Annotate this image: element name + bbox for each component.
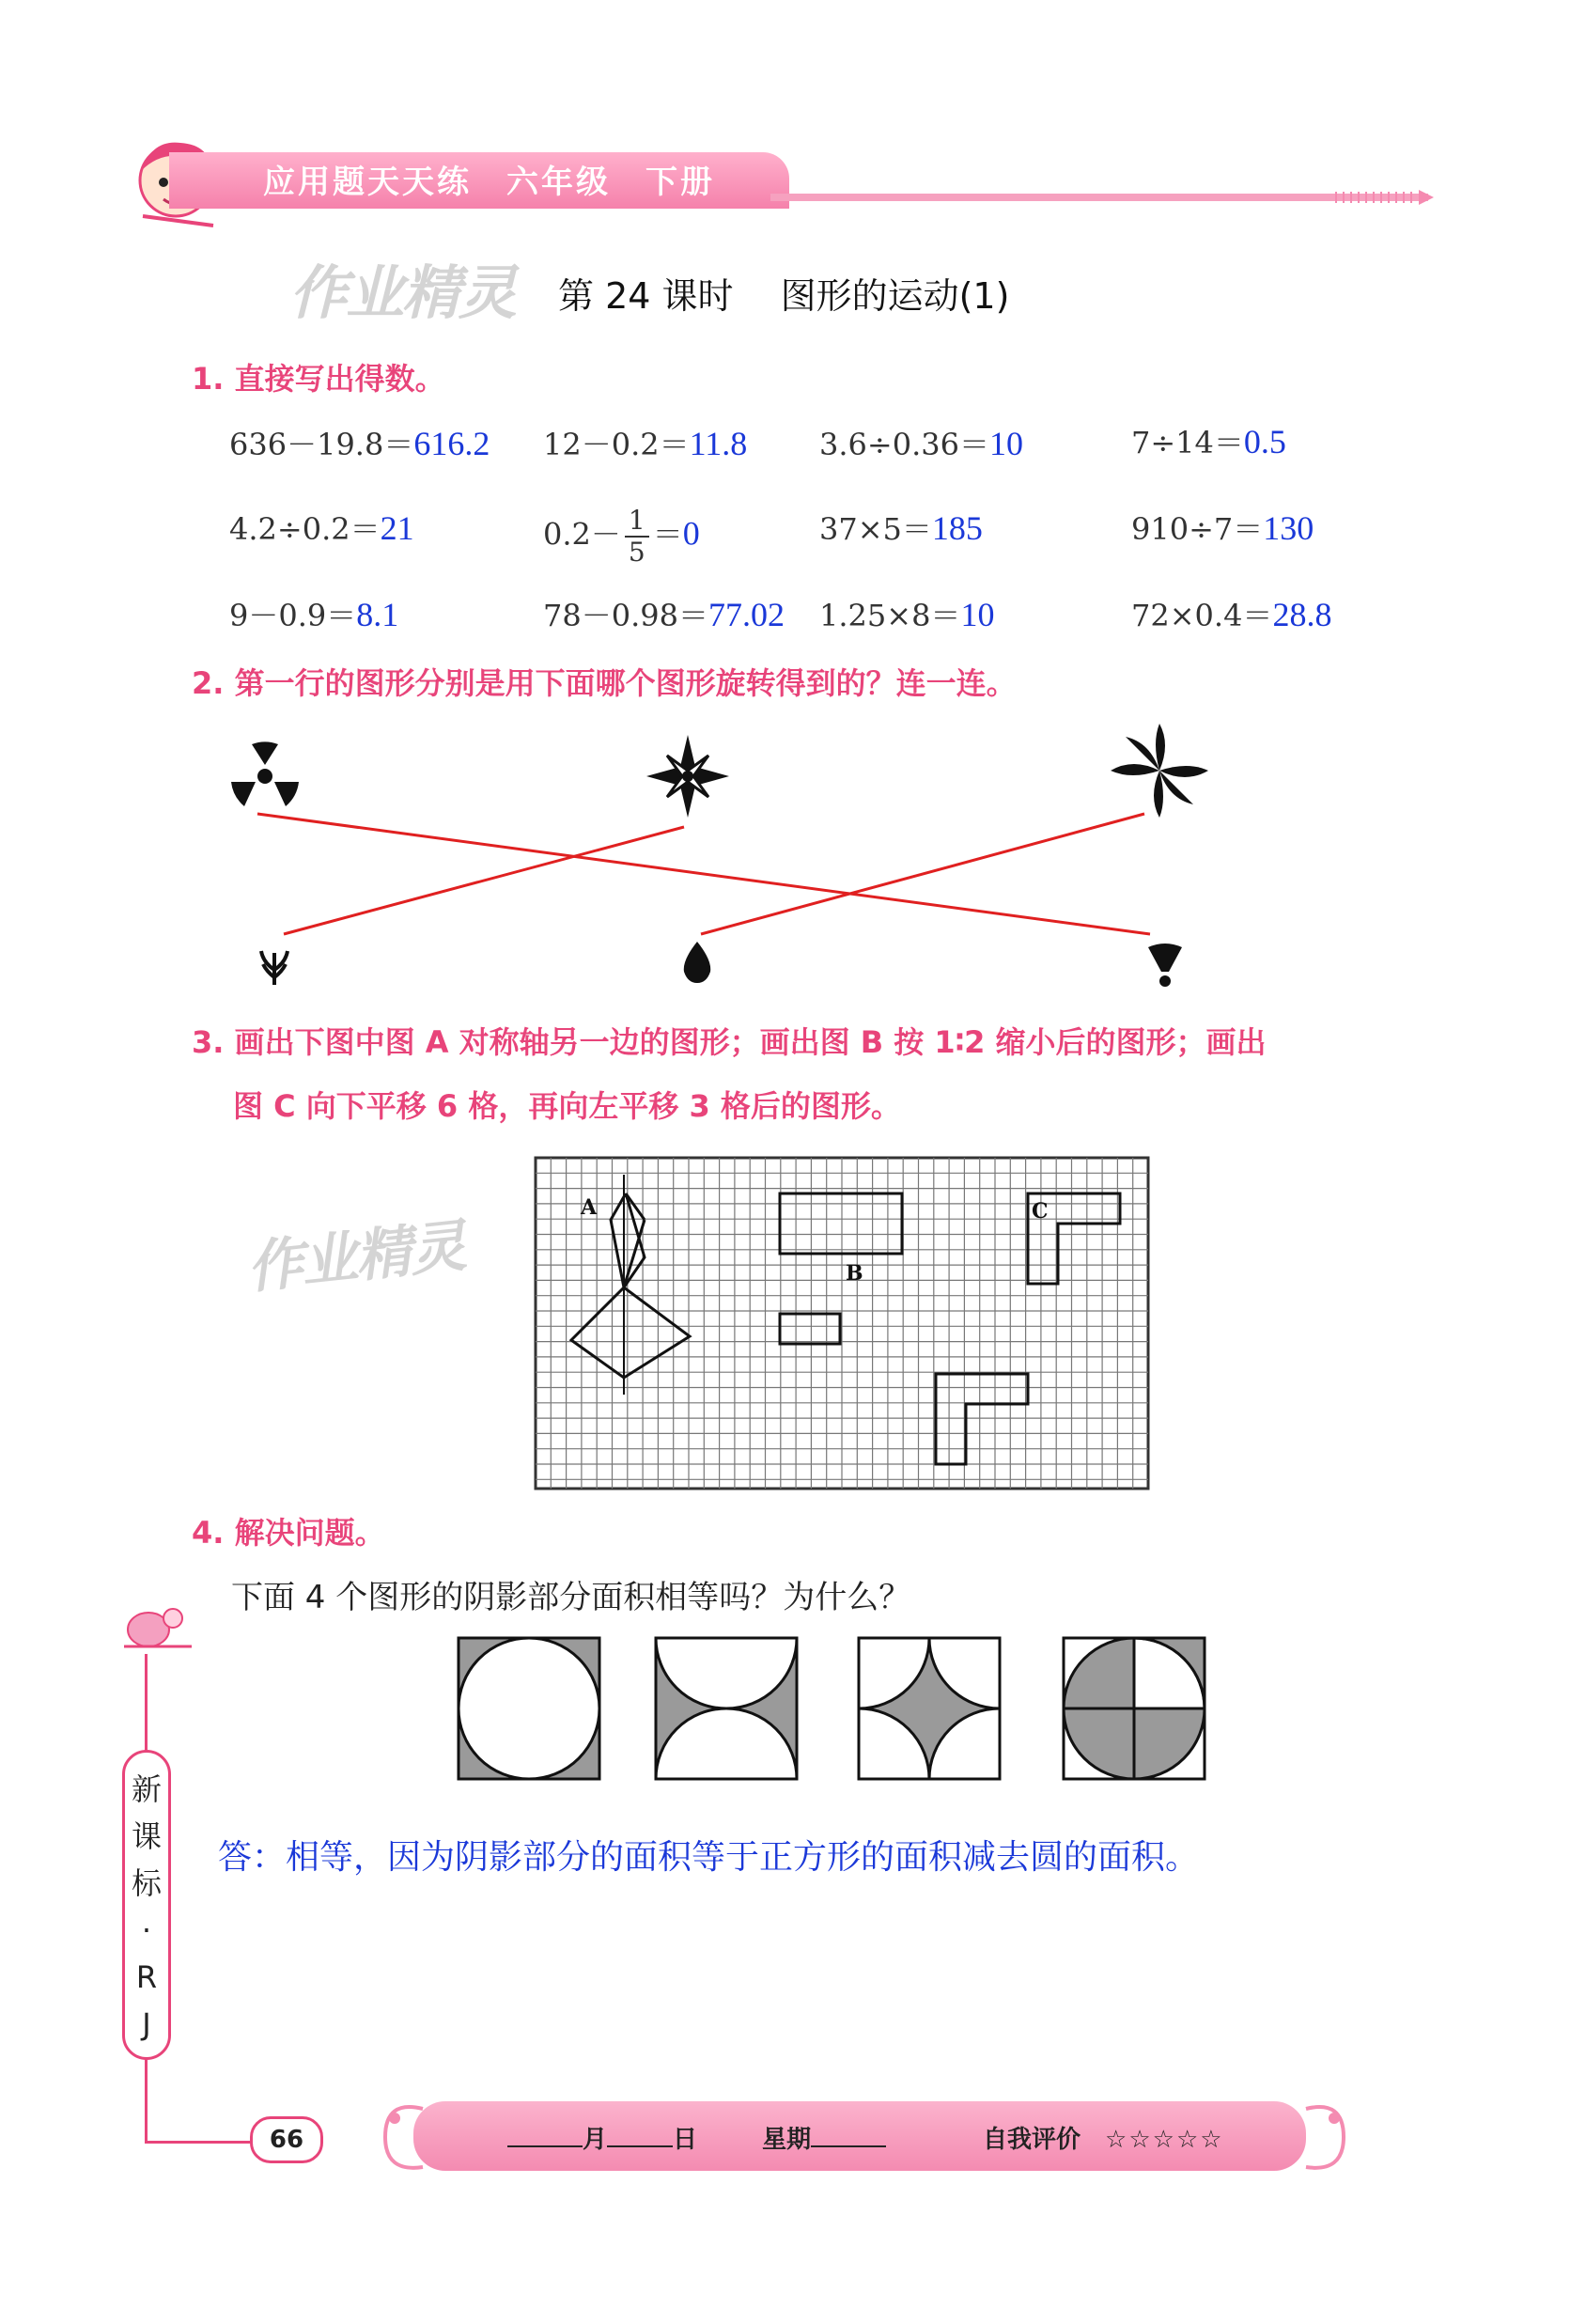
- figure-inscribed-circle: [459, 1638, 599, 1779]
- footer-self-eval: [983, 2120, 1224, 2155]
- q1-answer: 11.8: [689, 425, 748, 462]
- q1-item: 636－19.8＝616.2: [229, 425, 490, 462]
- self-eval-label: 自我评价: [983, 2126, 1081, 2154]
- footer-weekday: 星期: [762, 2126, 812, 2154]
- footer-date: [507, 2120, 886, 2155]
- figure-half-circles: [656, 1638, 797, 1779]
- q1-answer: 10: [960, 596, 995, 633]
- q1-item: 78－0.98＝77.02: [543, 596, 785, 633]
- q1-answer: 21: [380, 509, 414, 547]
- drop-shape-icon: [684, 942, 710, 983]
- label-c: C: [1032, 1199, 1049, 1224]
- q4-figures: [451, 1633, 1221, 1784]
- q1-answer: 77.02: [707, 596, 785, 633]
- fraction: $\frac{1}{5}$: [625, 506, 649, 568]
- q3-line2: 图 C 向下平移 6 格，再向左平移 3 格后的图形。: [233, 1088, 901, 1124]
- footer-month: 月: [583, 2126, 608, 2154]
- radiation-shape-icon: [231, 741, 299, 806]
- figure-mixed-quarters: [1064, 1638, 1205, 1779]
- footer-flourish-right-icon: [1297, 2090, 1362, 2188]
- q1-answer: 0.5: [1243, 423, 1286, 460]
- q2-heading: 2. 第一行的图形分别是用下面哪个图形旋转得到的？连一连。: [192, 665, 1017, 701]
- q1-item: 1.25×8＝10: [819, 596, 995, 633]
- watermark-top: 作业精灵: [289, 258, 516, 327]
- q2-rotation-figure: [0, 0, 1586, 1034]
- watermark-mid: 作业精灵: [243, 1213, 468, 1302]
- ornate-star-icon: [646, 735, 729, 818]
- q1-answer: 0: [682, 514, 700, 553]
- footer-flourish-left-icon: [366, 2090, 432, 2188]
- answer-lines: [257, 814, 1150, 934]
- q1-item: 3.6÷0.36＝10: [819, 425, 1023, 462]
- figure-quarter-circles: [859, 1638, 1000, 1779]
- header-title: 应用题天天练 六年级 下册: [263, 164, 715, 201]
- q1-answer: 616.2: [413, 425, 490, 462]
- q4-question: 下面 4 个图形的阴影部分面积相等吗？为什么？: [231, 1579, 911, 1616]
- q1-item: 9－0.9＝8.1: [229, 596, 399, 633]
- fan-shape-icon: [1148, 944, 1182, 987]
- q3-grid-figure: [534, 1156, 1150, 1490]
- side-bottom-line: [145, 2141, 257, 2144]
- label-a: A: [581, 1195, 598, 1220]
- q1-item: 12－0.2＝11.8: [543, 425, 748, 462]
- page-number: 66: [250, 2116, 323, 2163]
- snail-icon: [120, 1598, 195, 1654]
- rating-stars: ☆☆☆☆☆: [1105, 2126, 1224, 2154]
- q1-heading: 1. 直接写出得数。: [192, 361, 445, 397]
- petal-flower-icon: [1111, 724, 1208, 818]
- q1-answer: 10: [988, 425, 1023, 462]
- side-label: 新 课 标 · R J: [122, 1750, 171, 2060]
- q1-item: 910÷7＝130: [1131, 509, 1314, 547]
- q1-item: 7÷14＝0.5: [1131, 423, 1286, 460]
- label-b: B: [846, 1261, 863, 1286]
- lesson-number: 第 24 课时: [558, 275, 734, 317]
- q1-item: 37×5＝185: [819, 509, 983, 547]
- q4-answer: 答：相等，因为阴影部分的面积等于正方形的面积减去圆的面积。: [218, 1838, 1200, 1877]
- q1-item: 72×0.4＝28.8: [1131, 596, 1332, 633]
- q4-heading: 4. 解决问题。: [192, 1515, 385, 1551]
- lesson-topic: 图形的运动(1): [780, 275, 1010, 317]
- q1-answer: 130: [1263, 509, 1314, 547]
- q1-item: 0.2－ $\frac{1}{5}$ ＝0: [543, 505, 700, 568]
- q3-line1: 3. 画出下图中图 A 对称轴另一边的图形；画出图 B 按 1∶2 缩小后的图形；画出: [192, 1024, 1267, 1060]
- sprout-shape-icon: [261, 951, 288, 985]
- footer-day: 日: [673, 2126, 698, 2154]
- q1-answer: 28.8: [1272, 596, 1332, 633]
- q1-item: 4.2÷0.2＝21: [229, 509, 414, 547]
- q1-answer: 8.1: [356, 596, 399, 633]
- q1-answer: 185: [931, 509, 983, 547]
